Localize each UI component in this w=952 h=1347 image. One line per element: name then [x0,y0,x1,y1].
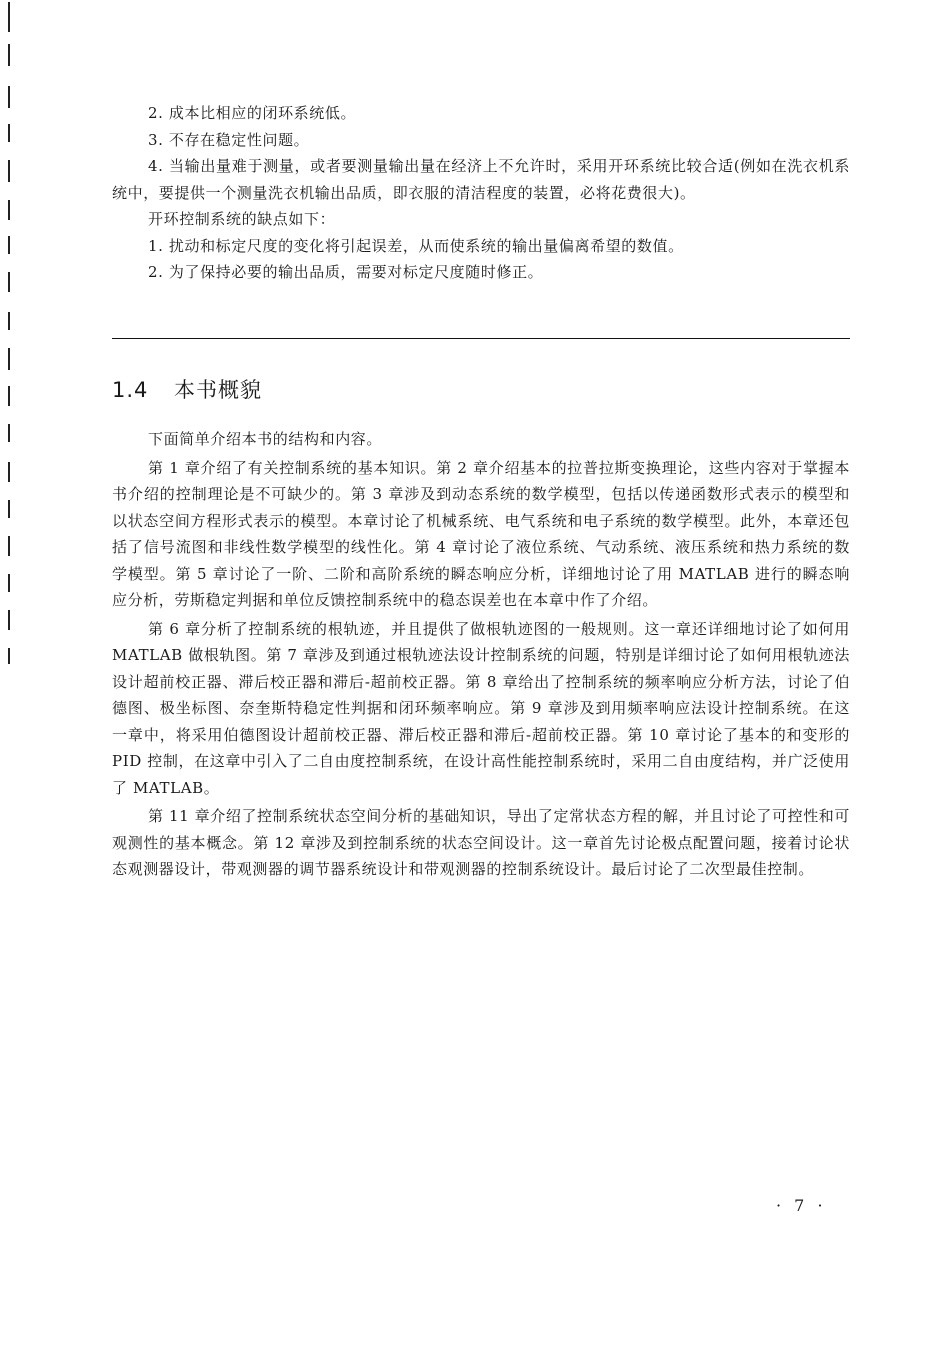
disadvantage-item: 2. 为了保持必要的输出品质，需要对标定尺度随时修正。 [148,263,544,281]
disadvantage-item: 1. 扰动和标定尺度的变化将引起误差，从而使系统的输出量偏离希望的数值。 [148,236,684,255]
body-paragraph: 第 1 章介绍了有关控制系统的基本知识。第 2 章介绍基本的拉普拉斯变换理论，这些内容对于掌握本书介绍的控制理论是不可缺少的。第 3 章涉及到动态系统的数学模型，包括以传递函数形式表示的模型和以状态空间方程形式表示的模型。本章讨论了机械系统、电气系统和电子系统的数学模型。此外，本章还包括了信号流图和非线性数学模型的线性化。第 4 章讨论了液位系统、气动系统、液压系统和热力系统的数学模型。第 5 章讨论了一阶、二阶和高阶系统的瞬态响应分析，详细地讨论了用 MATLAB 进行的瞬态响应分析，劳斯稳定判据和单位反馈控制系统中的稳态误差也在本章中作了介绍。 [112,458,850,609]
body-paragraph: 第 6 章分析了控制系统的根轨迹，并且提供了做根轨迹图的一般规则。这一章还详细地讨论了如何用 MATLAB 做根轨图。第 7 章涉及到通过根轨迹法设计控制系统的问题，特别是详细讨论了如何用根轨迹法设计超前校正器、滞后校正器和滞后-超前校正器。第 8 章给出了控制系统的频率响应分析方法，讨论了伯德图、极坐标图、奈奎斯特稳定性判据和闭环频率响应。第 9 章涉及到用频率响应法设计控制系统。在这一章中，将采用伯德图设计超前校正器、滞后校正器和滞后-超前校正器。第 10 章讨论了基本的和变形的 PID 控制，在这章中引入了二自由度控制系统，在设计高性能控制系统时，采用二自由度结构，并广泛使用了 MATLAB。 [112,619,850,797]
disadvantages-intro: 开环控制系统的缺点如下： [148,210,336,228]
section-body [112,426,850,885]
page-number: · 7 · [776,1196,827,1215]
section-title: 本书概貌 [174,378,262,402]
body-paragraph: 下面简单介绍本书的结构和内容。 [148,430,383,448]
advantage-item: 4. 当输出量难于测量，或者要测量输出量在经济上不允许时，采用开环系统比较合适(例如在洗衣机系统中，要提供一个测量洗衣机输出品质，即衣服的清洁程度的装置，必将花费很大)。 [112,157,850,202]
open-loop-discussion [112,100,850,286]
advantage-item: 3. 不存在稳定性问题。 [148,130,310,149]
body-paragraph: 第 11 章介绍了控制系统状态空间分析的基础知识，导出了定常状态方程的解，并且讨论了可控性和可观测性的基本概念。第 12 章涉及到控制系统的状态空间设计。这一章首先讨论极点配置问题，接着讨论状态观测器设计，带观测器的调节器系统设计和带观测器的控制系统设计。最后讨论了二次型最佳控制。 [112,807,850,878]
advantage-item: 2. 成本比相应的闭环系统低。 [148,104,357,122]
section-number: 1.4 [112,378,149,402]
section-heading [112,374,262,404]
section-divider [112,338,850,339]
binding-marks [8,0,12,680]
